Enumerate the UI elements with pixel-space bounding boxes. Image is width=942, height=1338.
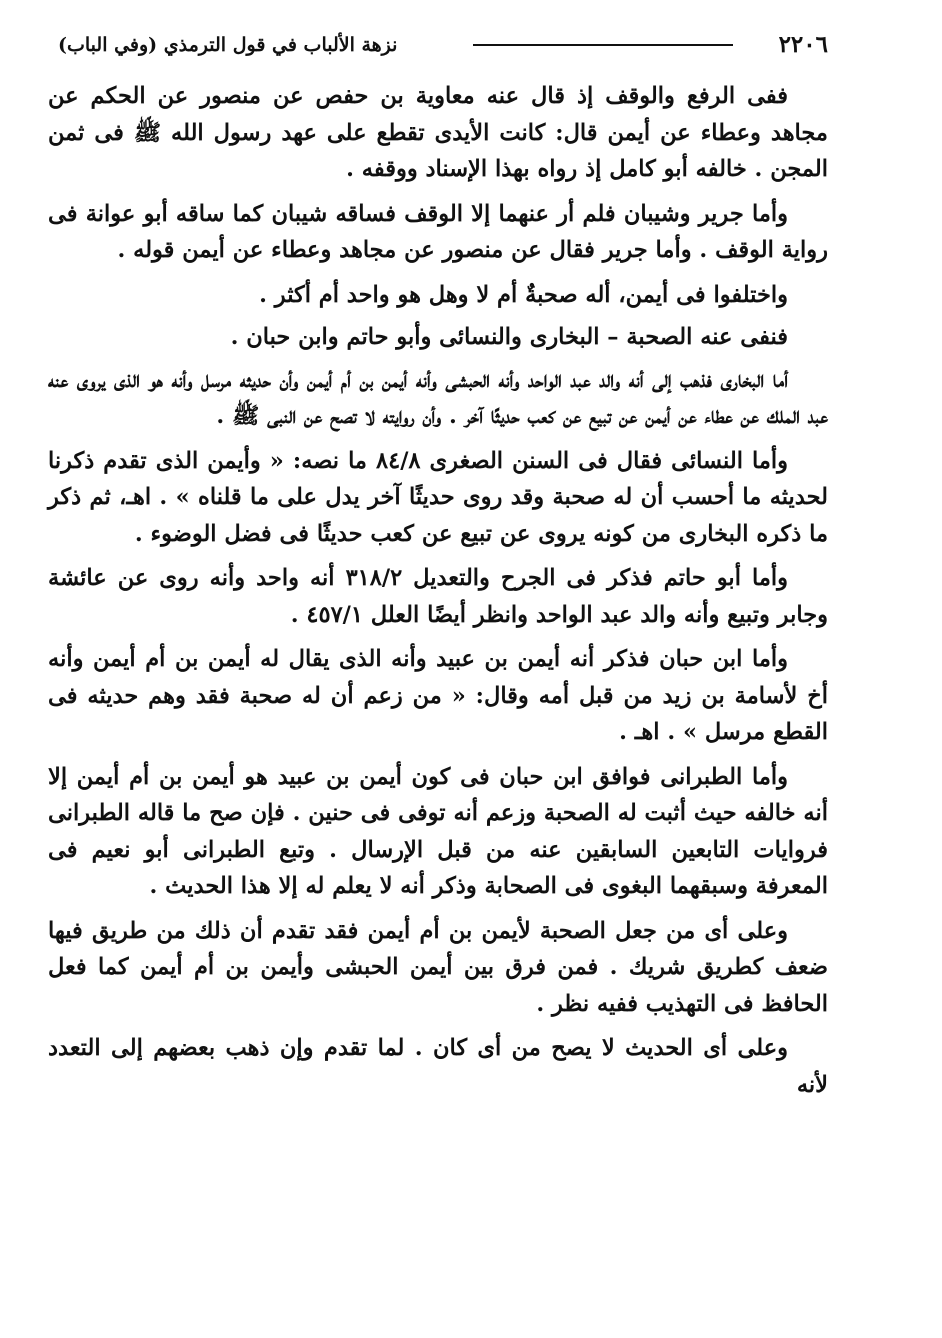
paragraph: وأما أبو حاتم فذكر فى الجرح والتعديل ٣١٨/٢ أنه واحد وأنه روى عن عائشة وجابر وتبيع وأنه والد عبد الواحد وانظر أيضًا العلل ٤٥٧/١ .: [48, 565, 828, 628]
paragraph: وعلى أى من جعل الصحبة لأيمن بن أم أيمن فقد تقدم أن ذلك من طريق فيها ضعف كطريق شريك . فمن فرق بين أيمن الحبشى وأيمن بن أم أيمن كما فعل الحافظ فى التهذيب ففيه نظر .: [48, 917, 828, 1017]
paragraph: وأما الطبرانى فوافق ابن حبان فى كون أيمن بن عبيد هو أيمن بن أم أيمن إلا أنه خالفه حيث أثبت له الصحبة وزعم أنه توفى فى حنين . فإن صح ما قاله الطبرانى فروايات التابعين السابقين عنه من قبل الإرسال . وتبع الطبرانى أبو نعيم فى المعرفة وسبقهما البغوى فى الصحابة وذكر أنه لا يعلم له إلا هذا الحديث .: [48, 763, 828, 899]
paragraph: وأما جرير وشيبان فلم أر عنهما إلا الوقف فساقه شيبان كما ساقه أبو عوانة فى رواية الوقف . وأما جرير فقال عن منصور عن مجاهد وعطاء عن أيمن قوله .: [48, 200, 828, 263]
page-header: [58, 30, 828, 64]
body-text: [48, 78, 828, 1111]
page-number: ٢٢٠٦: [778, 31, 828, 58]
header-rule: [473, 44, 733, 46]
paragraph: واختلفوا فى أيمن، أله صحبةٌ أم لا وهل هو واحد أم أكثر .: [259, 281, 788, 308]
paragraph: فنفى عنه الصحبة – البخارى والنسائى وأبو حاتم وابن حبان .: [230, 324, 788, 350]
paragraph: أما البخارى فذهب إلى أنه والد عبد الواحد وأنه الحبشى وأنه أيمن بن أم أيمن وأن حديثه مرسل وأنه هو الذى يروى عنه عبد الملك عن عطاء عن أيمن عن تبيع عن كعب حديثًا آخر . وأن روايته لا تصح عن النبى ﷺ .: [48, 366, 828, 429]
running-title: نزهة الألباب في قول الترمذي (وفي الباب): [58, 34, 398, 56]
paragraph: وأما ابن حبان فذكر أنه أيمن بن عبيد وأنه الذى يقال له أيمن بن أم أيمن وأنه أخ لأسامة بن زيد من قبل أمه وقال: « من زعم أن له صحبة فقد وهم حديثه فى القطع مرسل » . اهـ .: [48, 646, 828, 745]
paragraph: وأما النسائى فقال فى السنن الصغرى ٨٤/٨ ما نصه: « وأيمن الذى تقدم ذكرنا لحديثه ما أحسب أن له صحبة وقد روى حديثًا آخر يدل على ما قلناه » . اهـ، ثم ذكر ما ذكره البخارى من كونه يروى عن تبيع عن كعب حديثًا فى فضل الوضوء .: [48, 447, 828, 547]
paragraph: وعلى أى الحديث لا يصح من أى كان . لما تقدم وإن ذهب بعضهم إلى التعدد لأنه: [48, 1035, 828, 1098]
paragraph: ففى الرفع والوقف إذ قال عنه معاوية بن حفص عن منصور عن الحكم عن مجاهد وعطاء عن أيمن قال: كانت الأيدى تقطع على عهد رسول الله ﷺ فى ثمن المجن . خالفه أبو كامل إذ رواه بهذا الإسناد ووقفه .: [48, 83, 828, 182]
